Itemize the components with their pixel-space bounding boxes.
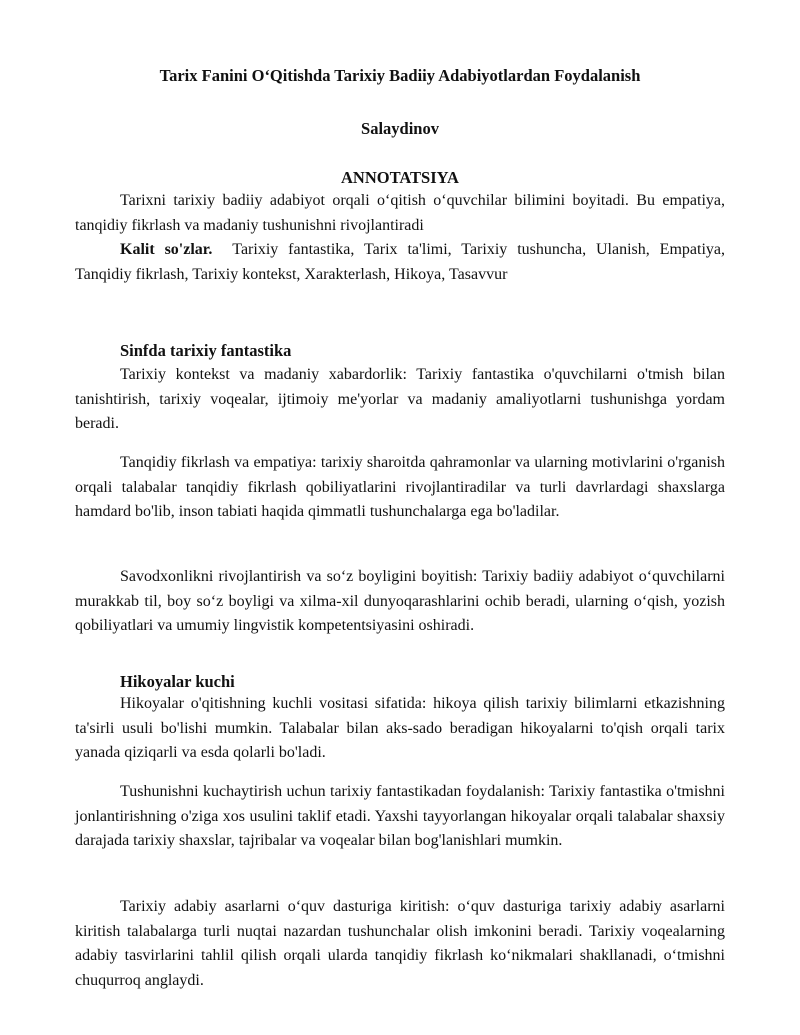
keywords-label: Kalit so'zlar.	[120, 241, 213, 258]
annotation-paragraph: Tarixni tarixiy badiiy adabiyot orqali o‘qitish o‘quvchilar bilimini boyitadi. Bu empatiya, tanqidiy fikrlash va madaniy tushunishni rivojlantiradi	[75, 192, 725, 234]
section-2-paragraph-1: Hikoyalar o'qitishning kuchli vositasi sifatida: hikoya qilish tarixiy bilimlarni etkazishning ta'sirli usuli bo'lishi mumkin. Talabalar bilan aks-sado beradigan hikoyalarni to'qish orqali tarix yanada qiziqarli va esda qolarli bo'ladi.	[75, 695, 725, 761]
author-name: Salaydinov	[361, 119, 439, 138]
section-1-paragraph-1: Tarixiy kontekst va madaniy xabardorlik: Tarixiy fantastika o'quvchilarni o'tmish bilan tanishtirish, tarixiy voqealar, ijtimoiy me'yorlar va madaniy amaliyotlarni tushunishga yordam beradi.	[75, 366, 725, 432]
keywords-paragraph	[75, 238, 725, 287]
document-title: Tarix Fanini O‘Qitishda Tarixiy Badiiy Adabiyotlardan Foydalanish	[159, 66, 641, 85]
section-heading-sinfda: Sinfda tarixiy fantastika	[120, 341, 292, 360]
section-2-paragraph-2: Tushunishni kuchaytirish uchun tarixiy fantastikadan foydalanish: Tarixiy fantastika o'tmishni jonlantirishning o'ziga xos usulini taklif etadi. Yaxshi tayyorlangan hikoyalar orqali talabalar shaxsiy darajada tarixiy shaxslar, tajribalar va voqealar bilan bog'lanishlari mumkin.	[75, 783, 725, 849]
annotation-heading: ANNOTATSIYA	[341, 168, 459, 187]
section-1-paragraph-2: Tanqidiy fikrlash va empatiya: tarixiy sharoitda qahramonlar va ularning motivlarini o'rganish orqali talabalar tanqidiy fikrlash qobiliyatlarini rivojlantiradilar va turli davrlardagi shaxslarga hamdard bo'lib, inson tabiati haqida qimmatli tushunchalarga ega bo'ladilar.	[75, 454, 725, 520]
section-1-paragraph-3: Savodxonlikni rivojlantirish va so‘z boyligini boyitish: Tarixiy badiiy adabiyot o‘quvchilarni murakkab til, boy so‘z boyligi va xilma-xil dunyoqarashlarini ochib beradi, ularning o‘qish, yozish qobiliyatlari va umumiy lingvistik kompetentsiyasini oshiradi.	[75, 568, 725, 634]
section-2-paragraph-3: Tarixiy adabiy asarlarni o‘quv dasturiga kiritish: o‘quv dasturiga tarixiy adabiy asarlarni kiritish talabalarga turli nuqtai nazardan tushunchalar olish imkonini beradi. Tarixiy voqealarning adabiy tasvirlarini tahlil qilish orqali ularda tanqidiy fikrlash ko‘nikmalari shakllanadi, o‘tmishni chuqurroq anglaydi.	[75, 898, 725, 989]
keywords-text: Tarixiy fantastika, Tarix ta'limi, Tarixiy tushuncha, Ulanish, Empatiya, Tanqidiy fikrlash, Tarixiy kontekst, Xarakterlash, Hikoya, Tasavvur	[75, 241, 725, 283]
section-heading-hikoyalar: Hikoyalar kuchi	[120, 672, 235, 691]
